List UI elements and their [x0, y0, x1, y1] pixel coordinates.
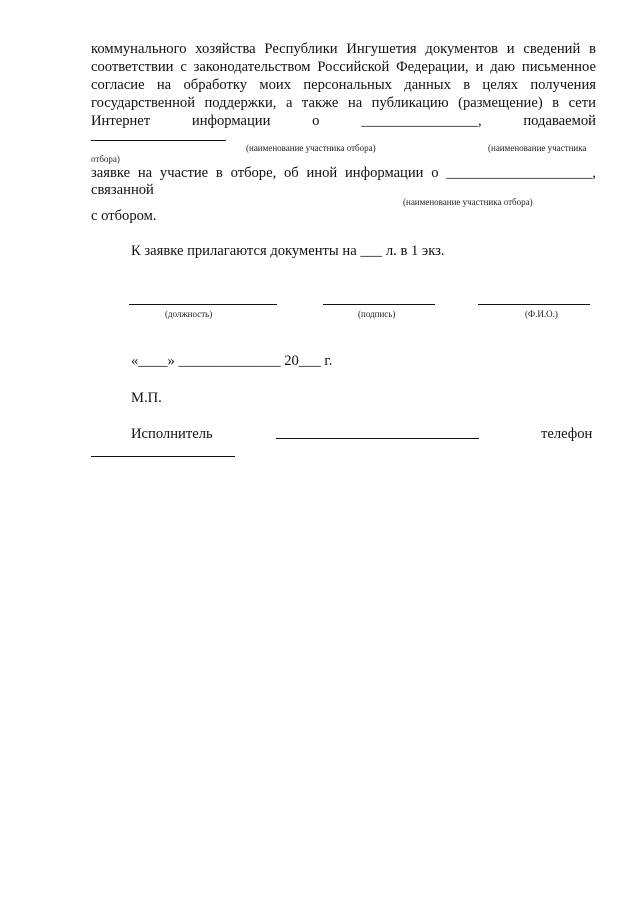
word: обработку — [183, 77, 248, 93]
caption-position: (должность) — [165, 309, 213, 319]
word: документов — [425, 41, 499, 57]
word: в — [215, 165, 223, 181]
date-line: «____» ______________ 20___ г. — [131, 353, 333, 369]
word: персональных — [303, 77, 392, 93]
phone-line — [91, 456, 235, 457]
word: сведений — [523, 41, 581, 57]
word: Ингушетия — [346, 41, 417, 57]
word: на — [347, 95, 363, 111]
word: целях — [482, 77, 519, 93]
word: участие — [159, 165, 209, 181]
word: данных — [404, 77, 451, 93]
word: даю — [490, 59, 516, 75]
word: Российской — [317, 59, 390, 75]
word: заявке — [91, 165, 131, 181]
word: согласие — [91, 77, 145, 93]
caption-participant-name-1: (наименование участника отбора) — [246, 143, 376, 153]
word: с — [180, 59, 187, 75]
word: на — [137, 165, 153, 181]
word: иной — [306, 165, 338, 181]
paragraph-line-2 — [91, 58, 596, 76]
word: и — [506, 41, 515, 57]
paragraph-line-8: связанной — [91, 182, 154, 198]
executor-label: Исполнитель — [131, 426, 213, 442]
paragraph-line-5 — [91, 112, 596, 130]
participant-name-blank-line — [91, 140, 226, 141]
word: информации — [191, 113, 271, 129]
word: письменное — [521, 59, 596, 75]
word: ________________, — [361, 113, 482, 129]
word: (размещение) — [458, 95, 543, 111]
word: законодательством — [193, 59, 311, 75]
caption-full-name: (Ф.И.О.) — [525, 309, 558, 319]
full-name-line — [478, 304, 590, 305]
word: Федерации, — [396, 59, 469, 75]
word: публикацию — [371, 95, 449, 111]
word: также — [301, 95, 339, 111]
seal-placeholder: М.П. — [131, 390, 162, 406]
paragraph-line-4 — [91, 94, 596, 112]
word: на — [156, 77, 172, 93]
word: коммунального — [91, 41, 187, 57]
word: ____________________, — [446, 165, 596, 181]
word: о — [431, 165, 439, 181]
paragraph-line-9: с отбором. — [91, 208, 157, 224]
word: получения — [530, 77, 596, 93]
word: моих — [259, 77, 292, 93]
word: в — [463, 77, 471, 93]
word: Интернет — [91, 113, 151, 129]
executor-line — [276, 438, 479, 439]
word: в — [589, 41, 596, 57]
word: Республики — [264, 41, 338, 57]
word: сети — [568, 95, 596, 111]
word: о — [312, 113, 320, 129]
caption-participant-name-2b: отбора) — [91, 154, 120, 164]
word: информации — [345, 165, 424, 181]
caption-signature: (подпись) — [358, 309, 396, 319]
word: соответствии — [91, 59, 174, 75]
word: отборе, — [230, 165, 277, 181]
caption-participant-name-3: (наименование участника отбора) — [403, 197, 533, 207]
word: а — [285, 95, 293, 111]
paragraph-line-3 — [91, 76, 596, 94]
attachment-line: К заявке прилагаются документы на ___ л. в 1 экз. — [131, 243, 445, 259]
word: в — [552, 95, 560, 111]
signature-line — [323, 304, 435, 305]
word: хозяйства — [195, 41, 256, 57]
word: и — [475, 59, 484, 75]
paragraph-line-1 — [91, 40, 596, 58]
caption-participant-name-2a: (наименование участника — [488, 143, 587, 153]
paragraph-line-7 — [91, 164, 596, 182]
word: подаваемой — [523, 113, 596, 129]
position-line — [129, 304, 277, 305]
phone-label: телефон — [541, 426, 593, 442]
word: государственной — [91, 95, 196, 111]
word: об — [284, 165, 299, 181]
word: поддержки, — [204, 95, 277, 111]
